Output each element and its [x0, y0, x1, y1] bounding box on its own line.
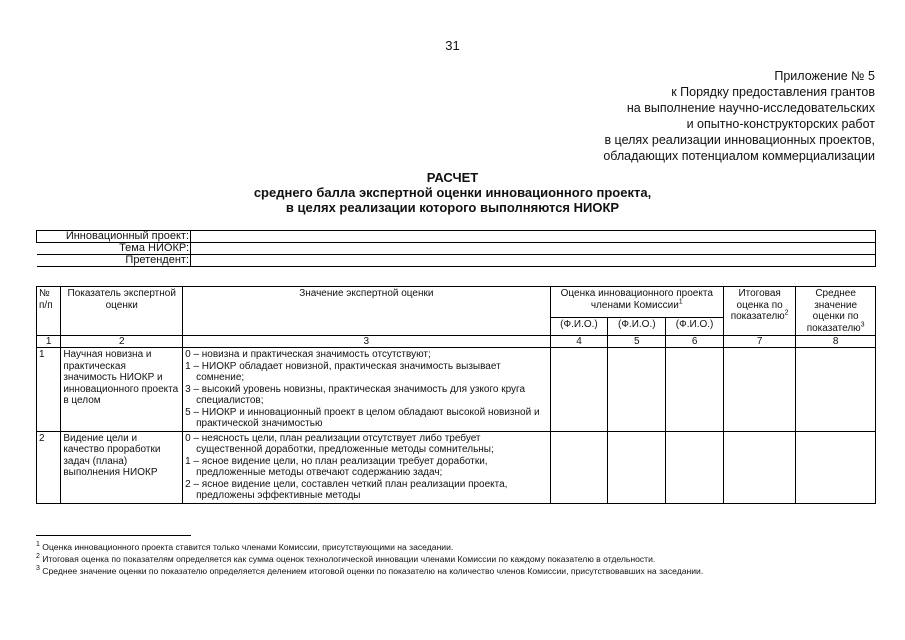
- value-option: 2 – ясное видение цели, составлен четкий план реализации проекта, предложены эффективные методы: [185, 478, 508, 501]
- score-cell: [608, 348, 666, 432]
- appendix-header: [603, 68, 875, 164]
- value-option: 3 – высокий уровень новизны, практическая значимость для узкого круга специалистов;: [185, 383, 526, 406]
- table-row: [37, 348, 876, 432]
- footnote-mark: 2: [36, 553, 40, 561]
- score-cell: [608, 431, 666, 503]
- column-number: 2: [61, 336, 183, 348]
- row-values: [183, 431, 550, 503]
- header-total-text: Итоговая оценка по показателю: [730, 288, 785, 322]
- footnote-mark: 1: [36, 541, 40, 549]
- column-number: 6: [666, 336, 724, 348]
- header-commission-text: Оценка инновационного проекта членами Комиссии: [560, 288, 713, 311]
- row-indicator: Видение цели и качество проработки задач (плана) выполнения НИОКР: [61, 431, 183, 503]
- appendix-line: к Порядку предоставления грантов: [671, 85, 875, 99]
- header-fio: (Ф.И.О.): [666, 318, 724, 336]
- title-line: в целях реализации которого выполняются НИОКР: [285, 200, 620, 215]
- average-cell: [796, 348, 876, 432]
- row-values: [183, 348, 550, 432]
- header-commission: [550, 287, 723, 318]
- appendix-line: и опытно-конструкторских работ: [686, 117, 875, 131]
- value-option: 0 – неясность цели, план реализации отсутствует либо требует существенной доработки, предложенные методы сомнительны;: [185, 432, 494, 455]
- footnote: [36, 553, 703, 565]
- topic-label: Тема НИОКР:: [37, 243, 191, 255]
- title-line: РАСЧЕТ: [426, 170, 479, 185]
- score-cell: [666, 431, 724, 503]
- column-number: 7: [724, 336, 796, 348]
- applicant-field: [191, 255, 876, 267]
- score-cell: [550, 348, 608, 432]
- footnote-ref: 2: [784, 309, 789, 317]
- header-value: Значение экспертной оценки: [183, 287, 550, 336]
- table-row: [37, 431, 876, 503]
- appendix-line: обладающих потенциалом коммерциализации: [603, 149, 875, 163]
- column-number: 1: [37, 336, 61, 348]
- footnote-mark: 3: [36, 565, 40, 573]
- column-number: 3: [183, 336, 550, 348]
- score-cell: [550, 431, 608, 503]
- header-fio: (Ф.И.О.): [550, 318, 608, 336]
- header-average: [796, 287, 876, 336]
- value-option: 5 – НИОКР и инновационный проект в целом обладают высокой новизной и практической значимостью: [185, 406, 540, 429]
- applicant-label: Претендент:: [37, 255, 191, 267]
- footnote: [36, 565, 703, 577]
- column-number-row: [37, 336, 876, 348]
- appendix-line: Приложение № 5: [774, 69, 875, 83]
- average-cell: [796, 431, 876, 503]
- footnote-text: Итоговая оценка по показателям определяется как сумма оценок технологической инновации членами Комиссии по каждому показателю в отдельности.: [39, 554, 656, 564]
- title-line: среднего балла экспертной оценки инновационного проекта,: [253, 185, 652, 200]
- footnotes: [36, 541, 703, 577]
- footnote-text: Среднее значение оценки по показателю определяется делением итоговой оценки по показателю на количество членов Комиссии, присутствовавших на заседании.: [39, 566, 704, 576]
- row-indicator: Научная новизна и практическая значимость НИОКР и инновационного проекта в целом: [61, 348, 183, 432]
- header-total: [724, 287, 796, 336]
- project-field: [191, 231, 876, 243]
- evaluation-table: [36, 286, 876, 504]
- header-num: № п/п: [37, 287, 61, 336]
- total-cell: [724, 431, 796, 503]
- footnote: [36, 541, 703, 553]
- page-number: 31: [445, 38, 460, 53]
- footnote-text: Оценка инновационного проекта ставится только членами Комиссии, присутствующими на заседании.: [39, 542, 454, 552]
- column-number: 4: [550, 336, 608, 348]
- footnote-divider: [36, 535, 191, 536]
- appendix-line: в целях реализации инновационных проектов,: [604, 133, 875, 147]
- row-num: 1: [37, 348, 61, 432]
- project-info-table: [36, 230, 876, 267]
- header-indicator: Показатель экспертной оценки: [61, 287, 183, 336]
- total-cell: [724, 348, 796, 432]
- appendix-line: на выполнение научно-исследовательских: [626, 101, 875, 115]
- topic-field: [191, 243, 876, 255]
- header-fio: (Ф.И.О.): [608, 318, 666, 336]
- document-title: [0, 170, 905, 215]
- column-number: 8: [796, 336, 876, 348]
- footnote-ref: 3: [860, 321, 865, 329]
- score-cell: [666, 348, 724, 432]
- column-number: 5: [608, 336, 666, 348]
- project-label: Инновационный проект:: [37, 231, 191, 243]
- value-option: 0 – новизна и практическая значимость отсутствуют;: [185, 349, 431, 360]
- value-option: 1 – НИОКР обладает новизной, практическая значимость вызывает сомнение;: [185, 360, 501, 383]
- footnote-ref: 1: [678, 298, 683, 306]
- row-num: 2: [37, 431, 61, 503]
- header-average-text: Среднее значение оценки по показателю: [806, 288, 861, 334]
- value-option: 1 – ясное видение цели, но план реализации требует доработки, предложенные методы отвечают содержанию задач;: [185, 455, 488, 478]
